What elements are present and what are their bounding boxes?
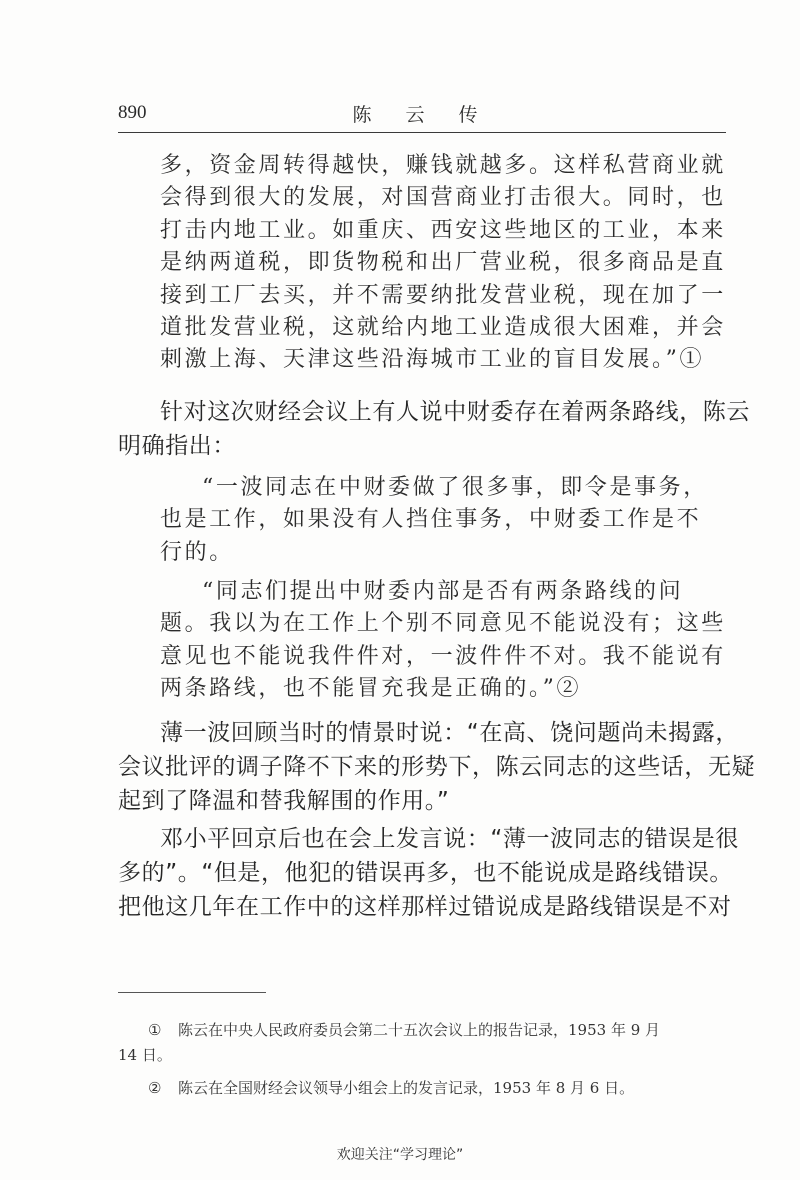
text-line: 明确指出： (118, 433, 236, 460)
footnote-text: 陈云在全国财经会议领导小组会上的发言记录，1953 年 8 月 6 日。 (178, 1079, 635, 1097)
text-line: 会得到很大的发展，对国营商业打击很大。同时，也 (160, 185, 726, 211)
text-line: 意见也不能说我件件对，一波件件不对。我不能说有 (160, 643, 726, 669)
text-line: 是纳两道税，即货物税和出厂营业税，很多商品是直 (160, 250, 726, 276)
quote-passage-3 (160, 576, 726, 706)
body-paragraph-2 (118, 716, 755, 819)
text-line: 刺激上海、天津这些沿海城市工业的盲目发展。”① (160, 347, 705, 373)
footnote-text: 陈云在中央人民政府委员会第二十五次会议上的报告记录，1953 年 9 月 (178, 1021, 661, 1039)
text-line: 起到了降温和替我解围的作用。” (118, 788, 450, 815)
footnote-1-continuation: 14 日。 (118, 1046, 172, 1064)
footnotes (118, 1018, 730, 1101)
running-header (118, 98, 726, 133)
text-line: 行的。 (160, 539, 234, 565)
text-line: 两条路线，也不能冒充我是正确的。”② (160, 676, 582, 702)
text-line: 多，资金周转得越快，赚钱就越多。这样私营商业就 (160, 153, 726, 178)
body-paragraph-1 (118, 395, 750, 463)
text-line: 会议批评的调子降不下来的形势下，陈云同志的这些话，无疑 (118, 754, 756, 781)
text-line: 邓小平回京后也在会上发言说：“薄一波同志的错误是很 (160, 826, 739, 852)
body-paragraph-3 (118, 822, 739, 925)
watermark-caption: 欢迎关注“学习理论” (336, 1147, 464, 1163)
text-line: 也是工作，如果没有人挡住事务，中财委工作是不 (160, 507, 702, 533)
footnote-1 (118, 1018, 730, 1043)
text-line: 道批发营业税，这就给内地工业造成很大困难，并会 (160, 315, 726, 341)
footnote-marker: ① (148, 1021, 162, 1039)
footnote-divider (118, 992, 266, 993)
quote-passage-1 (160, 150, 726, 377)
page-number: 890 (118, 102, 147, 123)
text-line: 题。我以为在工作上个别不同意见不能说没有；这些 (160, 611, 726, 637)
footnote-2 (118, 1076, 730, 1101)
text-line: 接到工厂去买，并不需要纳批发营业税，现在加了一 (160, 282, 726, 308)
text-line: “一波同志在中财委做了很多事，即令是事务， (202, 475, 708, 500)
text-line: 把他这几年在工作中的这样那样过错说成是路线错误是不对 (118, 894, 732, 921)
footnote-marker: ② (148, 1079, 162, 1097)
text-line: 薄一波回顾当时的情景时说：“在高、饶问题尚未揭露， (160, 720, 739, 746)
text-line: 打击内地工业。如重庆、西安这些地区的工业，本来 (160, 217, 726, 243)
quote-passage-2 (160, 472, 708, 569)
running-title: 陈 云 传 (352, 104, 492, 126)
text-line: “同志们提出中财委内部是否有两条路线的问 (202, 579, 684, 604)
text-line: 多的”。“但是，他犯的错误再多，也不能说成是路线错误。 (118, 860, 734, 887)
text-line: 针对这次财经会议上有人说中财委存在着两条路线，陈云 (160, 399, 750, 425)
